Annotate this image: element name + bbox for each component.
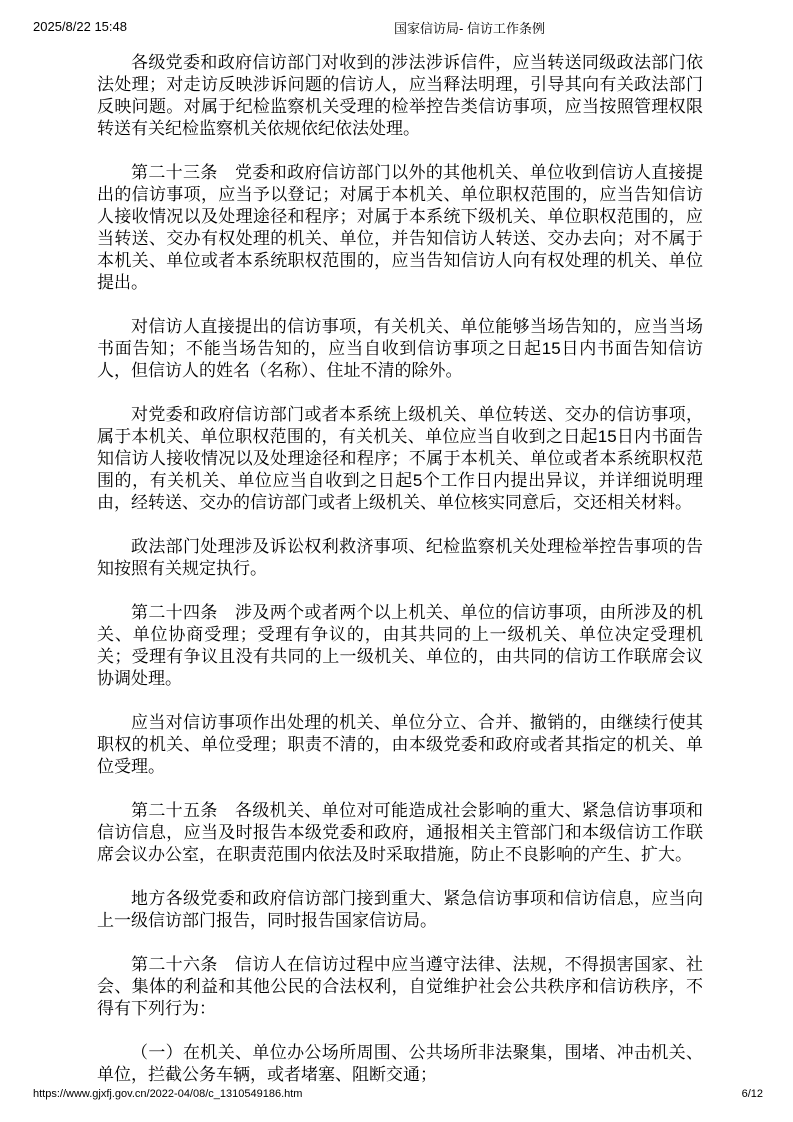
print-title: 国家信访局- 信访工作条例 bbox=[394, 21, 545, 36]
paragraph-article-25: 第二十五条 各级机关、单位对可能造成社会影响的重大、紧急信访事项和信访信息，应当及时报告本级党委和政府，通报相关主管部门和本级信访工作联席会议办公室，在职责范围内依法及时采取措施，防止不良影响的产生、扩大。 bbox=[97, 801, 703, 864]
paragraph: 对信访人直接提出的信访事项，有关机关、单位能够当场告知的，应当当场书面告知；不能当场告知的，应当自收到信访事项之日起15日内书面告知信访人，但信访人的姓名（名称）、住址不清的除外。 bbox=[97, 317, 703, 380]
paragraph-article-23: 第二十三条 党委和政府信访部门以外的其他机关、单位收到信访人直接提出的信访事项，应当予以登记；对属于本机关、单位职权范围的，应当告知信访人接收情况以及处理途径和程序；对属于本系统下级机关、单位职权范围的，应当转送、交办有权处理的机关、单位，并告知信访人转送、交办去向；对不属于本机关、单位或者本系统职权范围的，应当告知信访人向有权处理的机关、单位提出。 bbox=[97, 163, 703, 292]
paragraph-list-item-1: （一）在机关、单位办公场所周围、公共场所非法聚集，围堵、冲击机关、单位，拦截公务车辆，或者堵塞、阻断交通； bbox=[97, 1043, 703, 1084]
paragraph-article-26: 第二十六条 信访人在信访过程中应当遵守法律、法规，不得损害国家、社会、集体的利益和其他公民的合法权利，自觉维护社会公共秩序和信访秩序，不得有下列行为： bbox=[97, 955, 703, 1018]
paragraph: 各级党委和政府信访部门对收到的涉法涉诉信件，应当转送同级政法部门依法处理；对走访反映涉诉问题的信访人，应当释法明理，引导其向有关政法部门反映问题。对属于纪检监察机关受理的检举控告类信访事项，应当按照管理权限转送有关纪检监察机关依规依纪依法处理。 bbox=[97, 53, 703, 138]
paragraph: 政法部门处理涉及诉讼权利救济事项、纪检监察机关处理检举控告事项的告知按照有关规定执行。 bbox=[97, 537, 703, 578]
print-timestamp: 2025/8/22 15:48 bbox=[33, 19, 127, 34]
paragraph: 应当对信访事项作出处理的机关、单位分立、合并、撤销的，由继续行使其职权的机关、单位受理；职责不清的，由本级党委和政府或者其指定的机关、单位受理。 bbox=[97, 713, 703, 776]
paragraph: 地方各级党委和政府信访部门接到重大、紧急信访事项和信访信息，应当向上一级信访部门报告，同时报告国家信访局。 bbox=[97, 889, 703, 930]
paragraph-article-24: 第二十四条 涉及两个或者两个以上机关、单位的信访事项，由所涉及的机关、单位协商受理；受理有争议的，由其共同的上一级机关、单位决定受理机关；受理有争议且没有共同的上一级机关、单位的，由共同的信访工作联席会议协调处理。 bbox=[97, 603, 703, 688]
paragraph: 对党委和政府信访部门或者本系统上级机关、单位转送、交办的信访事项，属于本机关、单位职权范围的，有关机关、单位应当自收到之日起15日内书面告知信访人接收情况以及处理途径和程序；不属于本机关、单位或者本系统职权范围的，有关机关、单位应当自收到之日起5个工作日内提出异议，并详细说明理由，经转送、交办的信访部门或者上级机关、单位核实同意后，交还相关材料。 bbox=[97, 405, 703, 512]
source-url: https://www.gjxfj.gov.cn/2022-04/08/c_1310549186.htm bbox=[33, 1088, 303, 1100]
page-number: 6/12 bbox=[741, 1088, 763, 1100]
document-body bbox=[97, 52, 703, 1108]
